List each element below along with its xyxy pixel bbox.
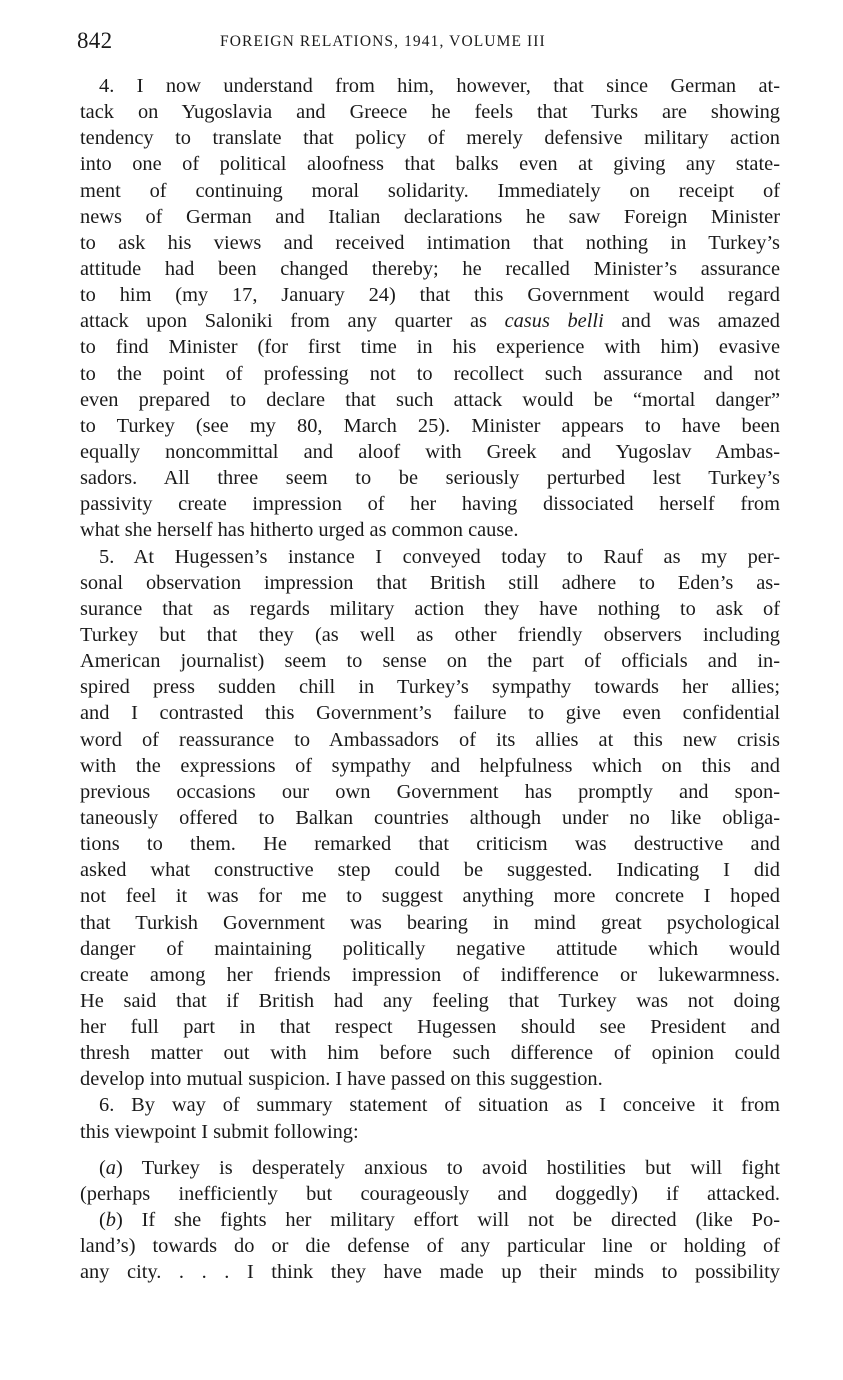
text-line: to him (my 17, January 24) that this Government would regard [80, 284, 780, 307]
paragraph-6a [80, 1155, 780, 1207]
paragraph-4 [80, 73, 780, 544]
text-line: tack on Yugoslavia and Greece he feels that Turks are showing [80, 101, 780, 124]
text-line: this viewpoint I submit following: [80, 1120, 359, 1143]
text-line: previous occasions our own Government has promptly and spon- [80, 780, 780, 803]
text-line: tions to them. He remarked that criticism was destructive and [80, 833, 780, 856]
text-line: tendency to translate that policy of merely defensive military action [80, 127, 780, 150]
text-line: news of German and Italian declarations he saw Foreign Minister [80, 205, 780, 228]
text-line: word of reassurance to Ambassadors of its allies at this new crisis [80, 728, 780, 751]
paragraph-5 [80, 544, 780, 1093]
paragraph-6 [80, 1092, 780, 1144]
text-line: thresh matter out with him before such difference of opinion could [80, 1042, 780, 1065]
text-line: not feel it was for me to suggest anything more concrete I hoped [80, 885, 780, 908]
text-line: and I contrasted this Government’s failure to give even confidential [80, 702, 780, 725]
text-line: sadors. All three seem to be seriously perturbed lest Turkey’s [80, 467, 780, 490]
text-line: He said that if British had any feeling that Turkey was not doing [80, 989, 780, 1012]
text-line: danger of maintaining politically negative attitude which would [80, 937, 780, 960]
text-line: attitude had been changed thereby; he recalled Minister’s assurance [80, 257, 780, 280]
text-line: that Turkish Government was bearing in mind great psychological [80, 911, 780, 934]
text-line: taneously offered to Balkan countries although under no like obliga- [80, 806, 780, 829]
text-line: American journalist) seem to sense on the part of officials and in- [80, 650, 780, 673]
text-line: surance that as regards military action they have nothing to ask of [80, 597, 780, 620]
body-text [80, 73, 780, 1285]
text-line: even prepared to declare that such attack would be “mortal danger” [80, 388, 780, 411]
text-line: Turkey but that they (as well as other friendly observers including [80, 623, 780, 646]
text-line: equally noncommittal and aloof with Greek and Yugoslav Ambas- [80, 440, 780, 463]
page-header [77, 28, 782, 58]
text-line: create among her friends impression of indifference or lukewarmness. [80, 963, 780, 986]
text-line: ment of continuing moral solidarity. Immediately on receipt of [80, 179, 780, 202]
paragraph-spacer [80, 1145, 780, 1155]
text-line: (perhaps inefficiently but courageously and doggedly) if attacked. [80, 1182, 780, 1205]
text-line: develop into mutual suspicion. I have passed on this suggestion. [80, 1068, 603, 1091]
text-line: her full part in that respect Hugessen should see President and [80, 1016, 780, 1039]
text-line: to find Minister (for first time in his experience with him) evasive [80, 336, 780, 359]
text-line: land’s) towards do or die defense of any particular line or holding of [80, 1235, 780, 1258]
paragraph-6b [80, 1207, 780, 1285]
page-number: 842 [77, 28, 113, 53]
text-line: to ask his views and received intimation that nothing in Turkey’s [80, 231, 780, 254]
text-line: to the point of professing not to recollect such assurance and not [80, 362, 780, 385]
text-line: what she herself has hitherto urged as common cause. [80, 519, 519, 542]
text-line: 6. By way of summary statement of situation as I conceive it from [99, 1094, 780, 1117]
text-line: (a) Turkey is desperately anxious to avoid hostilities but will fight [99, 1156, 780, 1179]
text-line: sonal observation impression that British still adhere to Eden’s as- [80, 571, 780, 594]
text-line: to Turkey (see my 80, March 25). Minister appears to have been [80, 414, 780, 437]
text-line: attack upon Saloniki from any quarter as casus belli and was amazed [80, 310, 780, 333]
text-line: with the expressions of sympathy and helpfulness which on this and [80, 754, 780, 777]
text-line: passivity create impression of her having dissociated herself from [80, 493, 780, 516]
text-line: any city. . . . I think they have made up their minds to possibility [80, 1261, 780, 1284]
text-line: into one of political aloofness that balks even at giving any state- [80, 153, 780, 176]
text-line: spired press sudden chill in Turkey’s sympathy towards her allies; [80, 676, 780, 699]
running-head: FOREIGN RELATIONS, 1941, VOLUME III [220, 33, 546, 50]
text-line: asked what constructive step could be suggested. Indicating I did [80, 859, 780, 882]
text-line: 5. At Hugessen’s instance I conveyed today to Rauf as my per- [99, 545, 780, 568]
text-line: 4. I now understand from him, however, that since German at- [99, 75, 780, 97]
text-line: (b) If she fights her military effort will not be directed (like Po- [99, 1209, 780, 1232]
